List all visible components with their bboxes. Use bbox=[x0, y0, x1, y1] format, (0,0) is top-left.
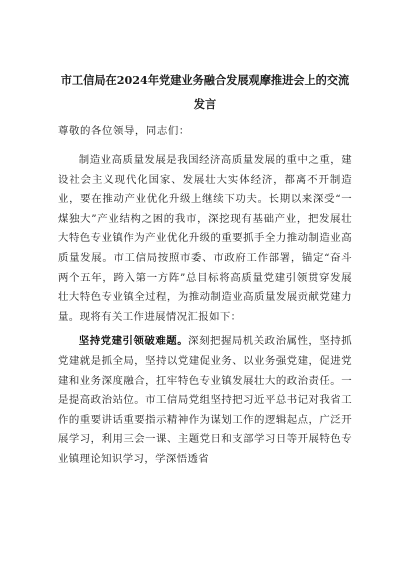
greeting: 尊敬的各位领导，同志们： bbox=[58, 125, 190, 137]
paragraph-intro: 制造业高质量发展是我国经济高质量发展的重中之重，建设社会主义现代化国家、发展壮大实体经济，都离不开制造业，要在推动产业优化升级上继续下功夫。长期以来深受“一煤独大”产业结构之困的我市，深挖现有基础产业，把发展壮大特色专业镇作为产业优化升级的重要抓手全力推动制造业高质量发展。市工信局按照市委、市政府工作部署，锚定“奋斗两个五年，跨入第一方阵”总目标将高质量党建引领贯穿发展壮大特色专业镇全过程，为推动制造业高质量发展贡献党建力量。现将有关工作进展情况汇报如下： bbox=[58, 154, 352, 323]
section-heading: 坚持党建引领破难题。 bbox=[78, 335, 189, 348]
paragraph-body: 深刻把握局机关政治属性，坚持抓党建就是抓全局，坚持以党建促业务、以业务强党建，促进党建和业务深度融合，扛牢特色专业镇发展壮大的政治责任。一是提高政治站位。市工信局党组坚持把习近平总书记对我省工作的重要讲话重要指示精神作为谋划工作的逻辑起点，广泛开展学习，利用三会一课、主题党日和支部学习日等开展特色专业镇理论知识学习，学深悟透省 bbox=[58, 335, 353, 465]
paragraph-party-building bbox=[58, 332, 352, 469]
document-title: 市工信局在2024年党建业务融合发展观摩推进会上的交流发言 bbox=[60, 73, 350, 111]
